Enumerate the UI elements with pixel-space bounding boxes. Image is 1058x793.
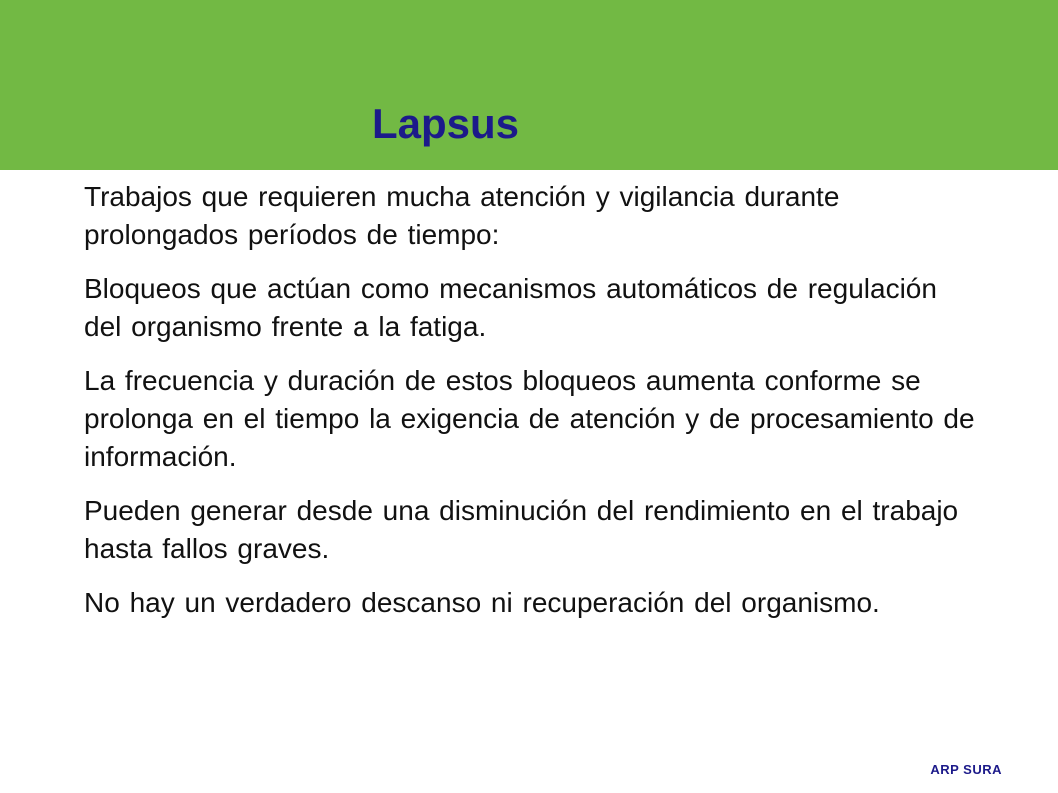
body-paragraph-1: Trabajos que requieren mucha atención y vigilancia durante prolongados períodos de tiempo: xyxy=(84,181,840,250)
slide-title: Lapsus xyxy=(372,100,520,147)
body-paragraph-2: Bloqueos que actúan como mecanismos automáticos de regulación del organismo frente a la fatiga. xyxy=(84,273,937,342)
body-paragraph-4: Pueden generar desde una disminución del rendimiento en el trabajo hasta fallos graves. xyxy=(84,495,959,564)
header-band xyxy=(0,0,1058,170)
body-paragraph-5: No hay un verdadero descanso ni recuperación del organismo. xyxy=(84,587,880,618)
footer-brand-label: ARP SURA xyxy=(930,762,1002,777)
body-paragraph-3: La frecuencia y duración de estos bloqueos aumenta conforme se prolonga en el tiempo la exigencia de atención y de procesamiento de información. xyxy=(84,365,975,472)
slide-body xyxy=(84,178,984,638)
